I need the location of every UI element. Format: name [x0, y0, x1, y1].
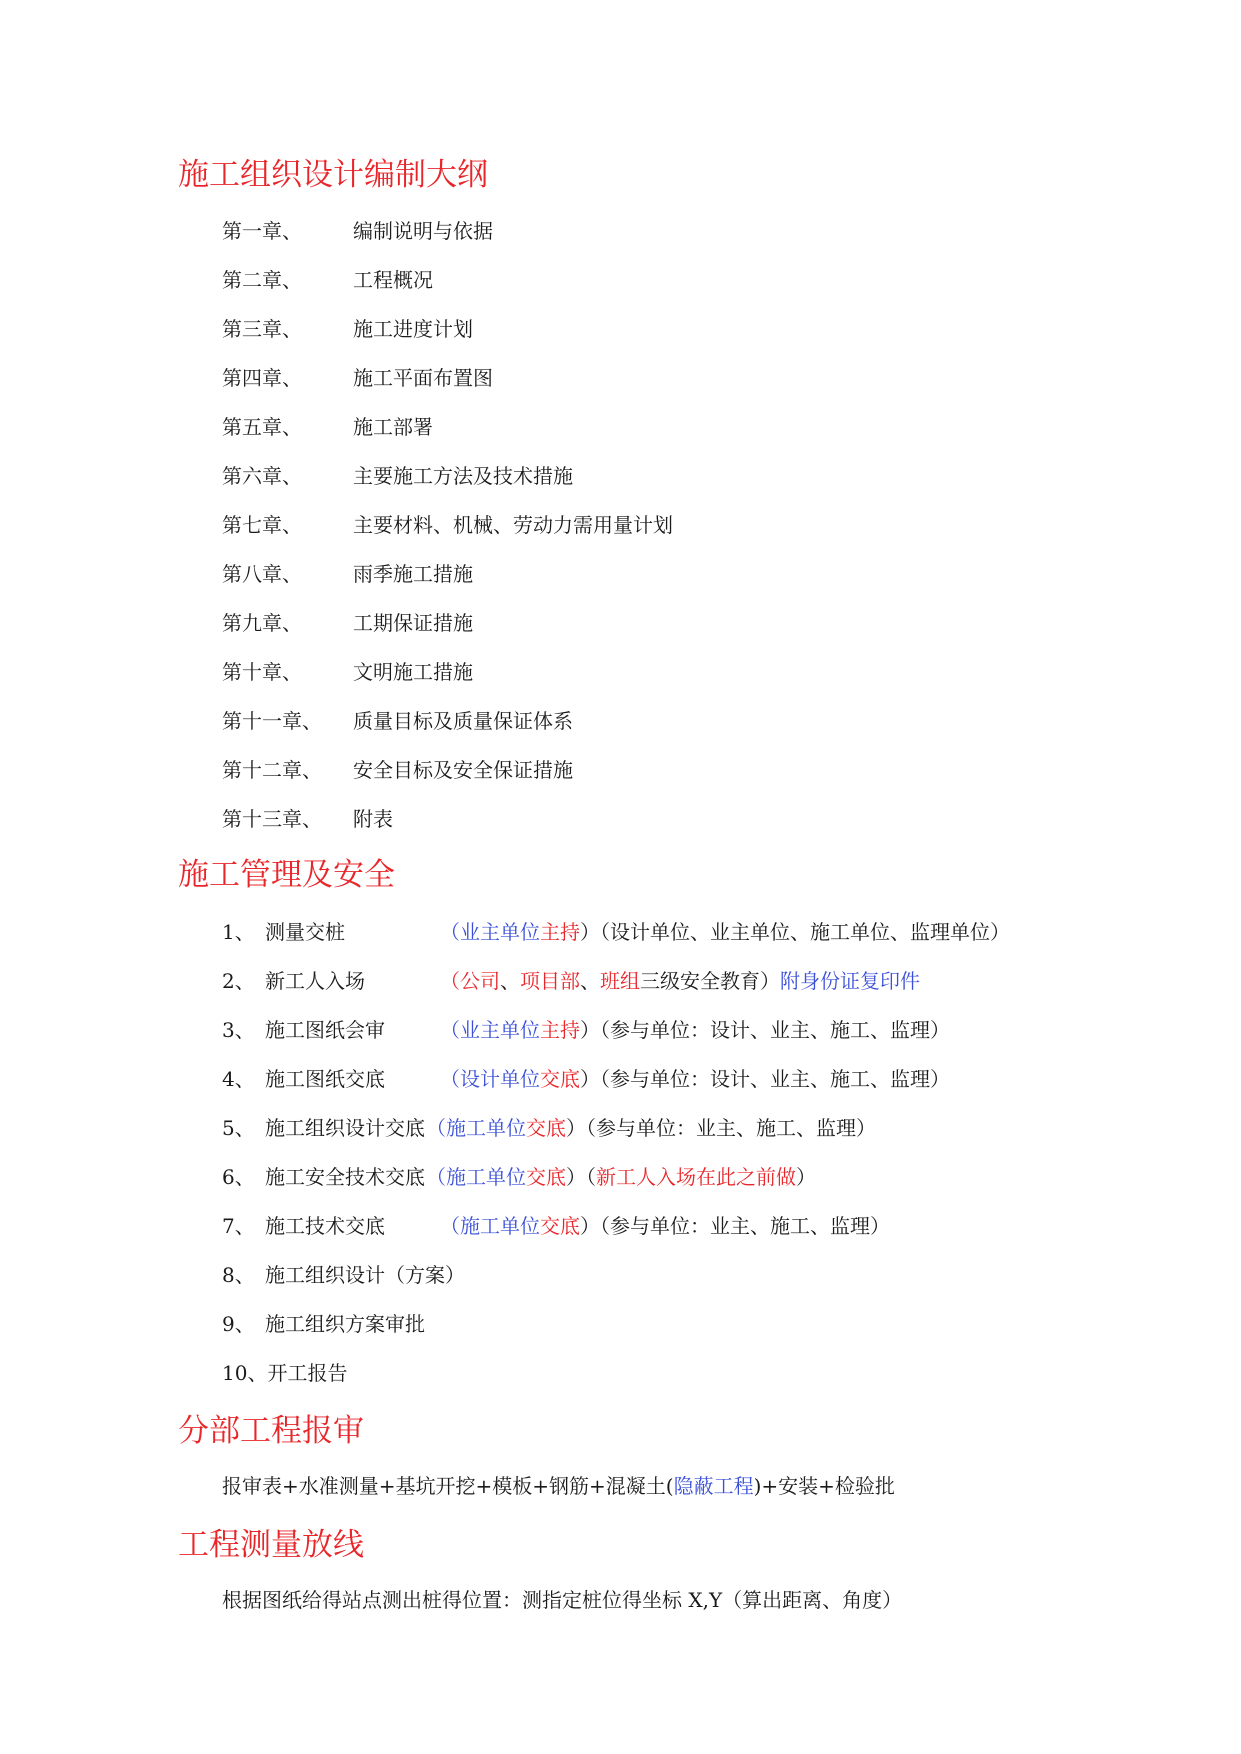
- chapter-number: 第八章、: [222, 562, 302, 586]
- note-bracket: （: [586, 1165, 596, 1189]
- chapter-number: 第七章、: [222, 513, 302, 537]
- item-note: [440, 971, 920, 991]
- note-level-team: 班组: [600, 969, 640, 993]
- chapter-number: 第五章、: [222, 415, 302, 439]
- hidden-works-label: 隐蔽工程: [673, 1474, 754, 1498]
- item-number: 2、: [222, 969, 255, 993]
- item-name: 施工图纸交底: [265, 1067, 385, 1091]
- chapter-title: 主要施工方法及技术措施: [353, 464, 573, 488]
- note-bracket: ）: [580, 1018, 600, 1042]
- management-item: [222, 1363, 347, 1383]
- note-bracket: ）: [566, 1116, 586, 1140]
- note-bracket: ）: [580, 1214, 600, 1238]
- item-name: 施工图纸会审: [265, 1018, 385, 1042]
- chapter-title: 编制说明与依据: [353, 219, 493, 243]
- chapter-number: 第十三章、: [222, 807, 322, 831]
- item-note: [426, 1167, 816, 1187]
- item-name: 施工组织方案审批: [265, 1312, 425, 1336]
- chapter-number: 第三章、: [222, 317, 302, 341]
- note-bracket: （: [440, 1018, 460, 1042]
- management-title: 施工管理及安全: [178, 857, 395, 893]
- note-bracket: ）: [760, 969, 780, 993]
- chapter-title: 附表: [353, 807, 393, 831]
- item-number: 1、: [222, 920, 255, 944]
- item-number: 9、: [222, 1312, 255, 1336]
- subproject-text-b: )+安装+检验批: [753, 1474, 895, 1498]
- note-party: 施工单位: [446, 1165, 526, 1189]
- chapter-title: 工程概况: [353, 268, 433, 292]
- note-action: 主持: [540, 1018, 580, 1042]
- note-participants: （参与单位：设计、业主、施工、监理）: [600, 1067, 950, 1091]
- note-separator: 、: [500, 969, 520, 993]
- note-action: 交底: [526, 1116, 566, 1140]
- chapter-title: 文明施工措施: [353, 660, 473, 684]
- item-note: [440, 1216, 890, 1236]
- survey-text: 根据图纸给得站点测出桩得位置：测指定桩位得坐标 X,Y（算出距离、角度）: [222, 1588, 903, 1612]
- chapter-title: 质量目标及质量保证体系: [353, 709, 573, 733]
- note-bracket: ）: [580, 920, 600, 944]
- chapter-number: 第六章、: [222, 464, 302, 488]
- note-bracket: ）: [580, 1067, 600, 1091]
- subproject-text: [222, 1476, 895, 1496]
- note-participants: （参与单位：业主、施工、监理）: [600, 1214, 890, 1238]
- note-party: 业主单位: [460, 1018, 540, 1042]
- note-action: 交底: [540, 1067, 580, 1091]
- note-bracket: ）: [796, 1165, 816, 1189]
- note-bracket: （: [440, 1214, 460, 1238]
- item-name: 施工组织设计交底: [265, 1116, 425, 1140]
- chapter-title: 工期保证措施: [353, 611, 473, 635]
- item-number: 8、: [222, 1263, 255, 1287]
- note-party: 施工单位: [446, 1116, 526, 1140]
- note-action: 交底: [526, 1165, 566, 1189]
- item-name: 施工安全技术交底: [265, 1165, 425, 1189]
- chapter-title: 雨季施工措施: [353, 562, 473, 586]
- item-name: 开工报告: [267, 1361, 348, 1385]
- item-name: 测量交桩: [265, 920, 345, 944]
- chapter-number: 第十一章、: [222, 709, 322, 733]
- item-number: 10、: [222, 1361, 268, 1385]
- outline-title: 施工组织设计编制大纲: [178, 157, 488, 193]
- note-education: 三级安全教育: [640, 969, 760, 993]
- chapter-number: 第九章、: [222, 611, 302, 635]
- chapter-number: 第一章、: [222, 219, 302, 243]
- chapter-number: 第十章、: [222, 660, 302, 684]
- note-participants: （设计单位、业主单位、施工单位、监理单位）: [600, 920, 1010, 944]
- item-number: 4、: [222, 1067, 255, 1091]
- chapter-title: 施工部署: [353, 415, 433, 439]
- note-action: 交底: [540, 1214, 580, 1238]
- item-number: 5、: [222, 1116, 255, 1140]
- survey-title: 工程测量放线: [178, 1527, 364, 1563]
- item-name: 新工人入场: [265, 969, 365, 993]
- note-party: 施工单位: [460, 1214, 540, 1238]
- chapter-title: 主要材料、机械、劳动力需用量计划: [353, 513, 673, 537]
- chapter-number: 第二章、: [222, 268, 302, 292]
- item-note: [440, 922, 1010, 942]
- note-participants: （参与单位：业主、施工、监理）: [586, 1116, 876, 1140]
- item-number: 6、: [222, 1165, 255, 1189]
- chapter-title: 安全目标及安全保证措施: [353, 758, 573, 782]
- item-number: 7、: [222, 1214, 255, 1238]
- item-note: [440, 1069, 950, 1089]
- item-number: 3、: [222, 1018, 255, 1042]
- note-party: 设计单位: [460, 1067, 540, 1091]
- chapter-title: 施工平面布置图: [353, 366, 493, 390]
- note-bracket: （: [426, 1165, 446, 1189]
- note-level-company: 公司: [460, 969, 500, 993]
- item-note: [426, 1118, 876, 1138]
- subproject-title: 分部工程报审: [178, 1413, 364, 1449]
- note-bracket: ）: [566, 1165, 586, 1189]
- subproject-text-a: 报审表+水准测量+基坑开挖+模板+钢筋+混凝土(: [222, 1474, 674, 1498]
- note-action: 主持: [540, 920, 580, 944]
- item-name: 施工技术交底: [265, 1214, 385, 1238]
- note-bracket: （: [426, 1116, 446, 1140]
- chapter-number: 第十二章、: [222, 758, 322, 782]
- chapter-number: 第四章、: [222, 366, 302, 390]
- note-warning: 新工人入场在此之前做: [596, 1165, 796, 1189]
- note-party: 业主单位: [460, 920, 540, 944]
- note-separator: 、: [580, 969, 600, 993]
- note-bracket: （: [440, 969, 460, 993]
- item-note: [440, 1020, 950, 1040]
- item-name: 施工组织设计（方案）: [265, 1263, 465, 1287]
- note-attachment: 附身份证复印件: [780, 969, 920, 993]
- note-bracket: （: [440, 920, 460, 944]
- note-level-project: 项目部: [520, 969, 580, 993]
- chapter-title: 施工进度计划: [353, 317, 473, 341]
- note-participants: （参与单位：设计、业主、施工、监理）: [600, 1018, 950, 1042]
- note-bracket: （: [440, 1067, 460, 1091]
